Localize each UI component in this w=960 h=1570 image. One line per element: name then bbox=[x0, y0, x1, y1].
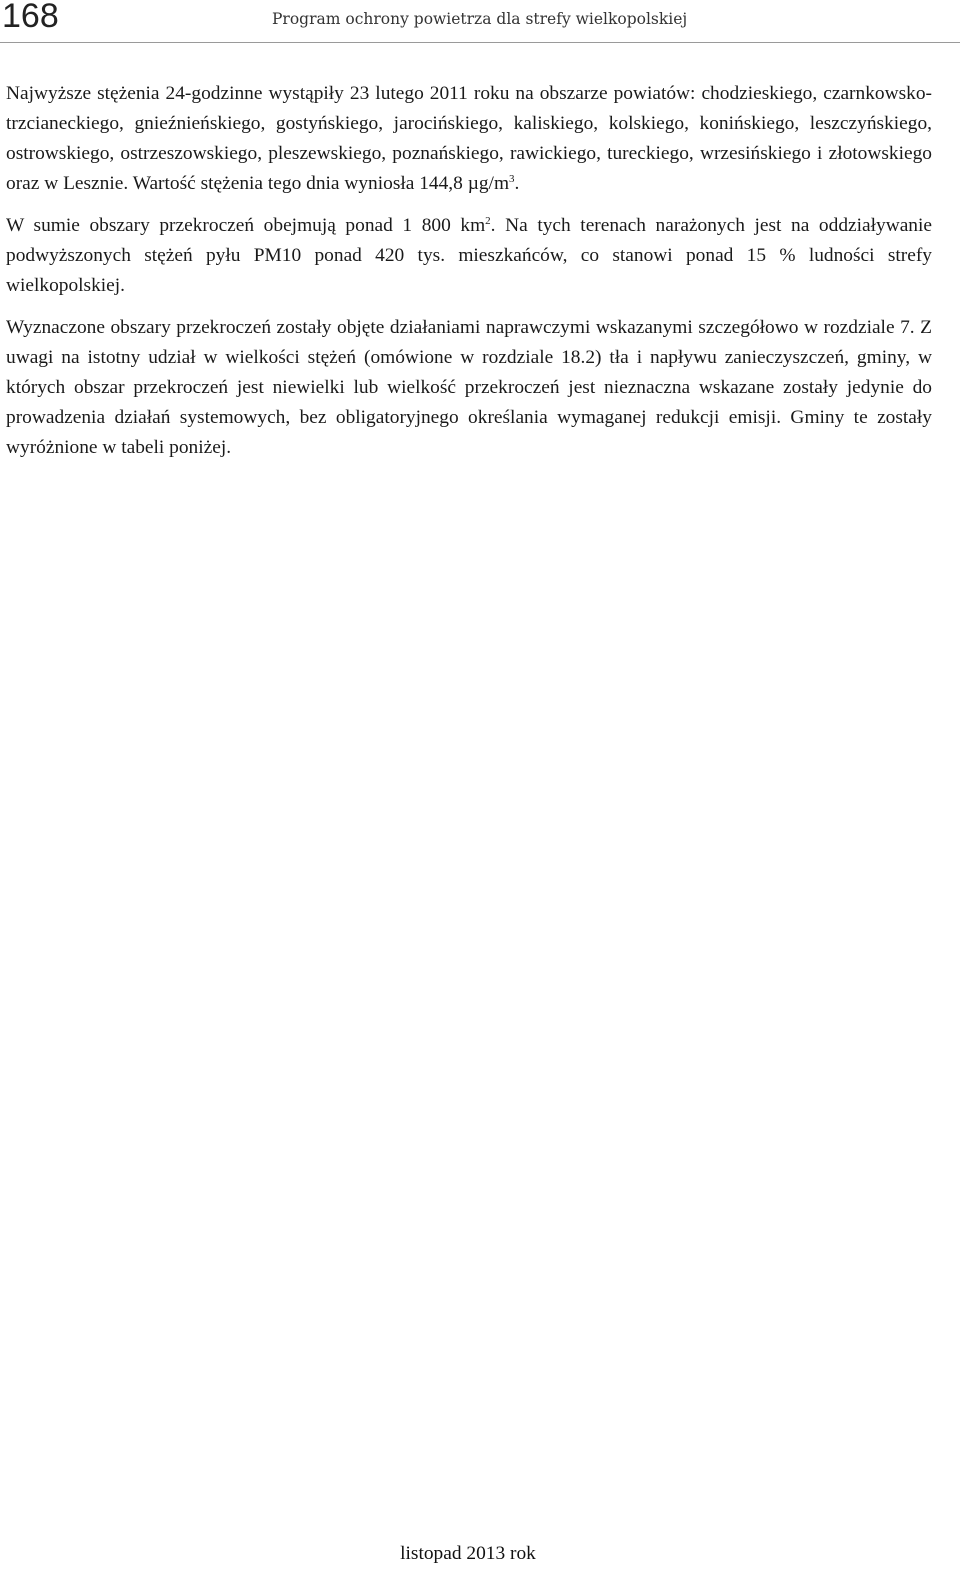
page-footer: listopad 2013 rok bbox=[400, 1543, 536, 1564]
paragraph-text: Najwyższe stężenia 24-godzinne wystąpiły 23 lutego 2011 roku na obszarze powiatów: chodzieskiego, czarnkowsko-trzcianeckiego, gnieźnieńskiego, gostyńskiego, jarocińskiego, kaliskiego, kolskiego, konińskiego, leszczyńskiego, ostrowskiego, ostrzeszowskiego, pleszewskiego, poznańskiego, rawickiego, tureckiego, wrzesińskiego i złotowskiego oraz w Lesznie. Wartość stężenia tego dnia wyniosła 144,8 µg/m bbox=[6, 83, 932, 194]
paragraph-highest-concentrations bbox=[6, 79, 932, 199]
paragraph-text-end: . Na tych terenach narażonych jest na oddziaływanie podwyższonych stężeń pyłu PM10 ponad 420 tys. mieszkańców, co stanowi ponad 15 % ludności strefy wielkopolskiej. bbox=[6, 215, 933, 296]
paragraph-exceedance-area bbox=[6, 211, 932, 301]
page-header bbox=[0, 0, 960, 43]
superscript-square: 2 bbox=[485, 215, 491, 227]
superscript-cubic: 3 bbox=[509, 173, 515, 185]
running-title: Program ochrony powietrza dla strefy wielkopolskiej bbox=[272, 10, 688, 28]
paragraph-text-end: . bbox=[514, 173, 520, 194]
page-number: 168 bbox=[2, 0, 59, 35]
paragraph-remedial-actions: Wyznaczone obszary przekroczeń zostały objęte działaniami naprawczymi wskazanymi szczegółowo w rozdziale 7. Z uwagi na istotny udział w wielkości stężeń (omówione w rozdziale 18.2) tła i napływu zanieczyszczeń, gminy, w których obszar przekroczeń jest niewielki lub wielkość przekroczeń jest nieznaczna wskazane zostały jedynie do prowadzenia działań systemowych, bez obligatoryjnego określania wymaganej redukcji emisji. Gminy te zostały wyróżnione w tabeli poniżej. bbox=[6, 317, 932, 458]
paragraph-text: W sumie obszary przekroczeń obejmują ponad 1 800 km bbox=[6, 215, 486, 236]
document-body bbox=[6, 79, 932, 475]
